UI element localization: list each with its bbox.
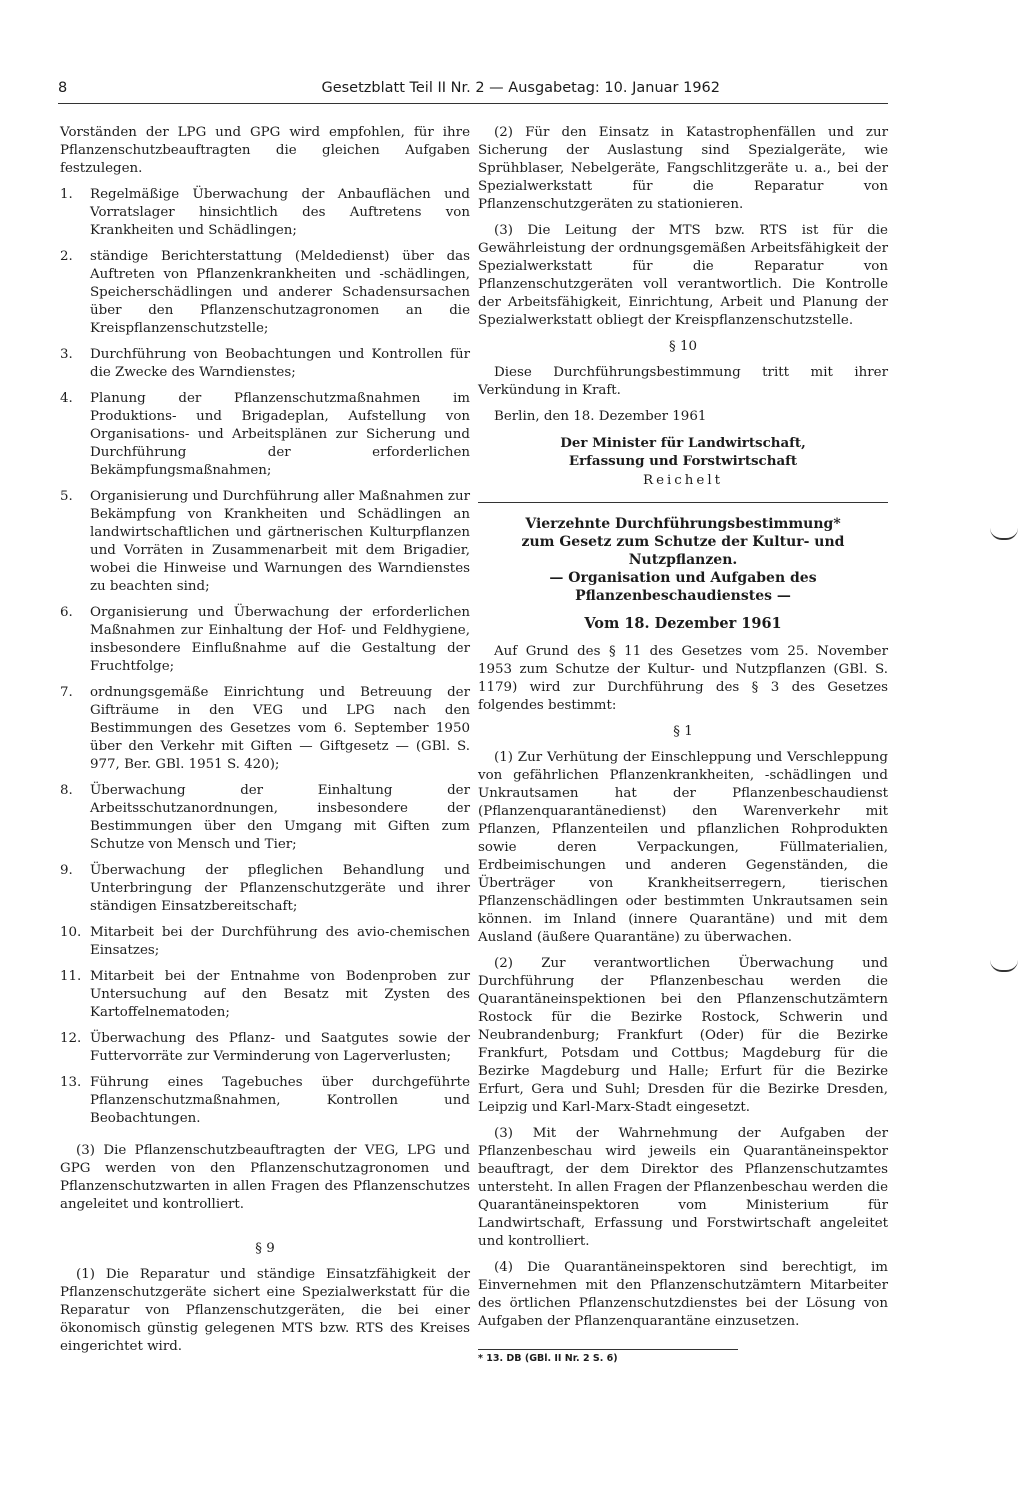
- section-10-text: Diese Durchführungsbestimmung tritt mit ihrer Verkündung in Kraft.: [478, 365, 888, 398]
- page-number: 8: [58, 80, 68, 96]
- list-item: 4. Planung der Pflanzenschutzmaßnahmen im Produktions- und Brigadeplan, Aufstellung von Organisations- und Arbeitsplänen zur Sicherung und Durchführung der erforderlichen Bekämpfungsmaßnahmen;: [60, 391, 470, 478]
- ordinance-title-line-3: — Organisation und Aufgaben des Pflanzenbeschaudienstes —: [549, 570, 817, 604]
- section-9-paragraph-3: (3) Die Leitung der MTS bzw. RTS ist für die Gewährleistung der ordnungsgemäßen Arbeitsfähigkeit der Spezialwerkstatt für die Reparatur von Pflanzenschutzgeräten voll verantwortlich. Die Kontrolle der Arbeitsfähigkeit, Einrichtung, Arbeit und Planung der Spezialwerkstatt obliegt der Kreispflanzenschutzstelle.: [478, 223, 888, 328]
- minister-name: Reichelt: [642, 473, 723, 488]
- list-item: 10. Mitarbeit bei der Durchführung des avio-chemischen Einsatzes;: [60, 925, 470, 958]
- list-item: 5. Organisierung und Durchführung aller Maßnahmen zur Bekämpfung von Krankheiten und Schädlingen an landwirtschaftlichen und gärtnerischen Kulturpflanzen und Vorräten in Zusammenarbeit mit dem Brigadier, wobei die Hinweise und Warnungen des Warndienstes zu beachten sind;: [60, 489, 470, 594]
- list-item: 12. Überwachung des Pflanz- und Saatgutes sowie der Futtervorräte zur Verminderung von Lagerverlusten;: [60, 1031, 470, 1064]
- ordinance-title-line-2: zum Gesetz zum Schutze der Kultur- und Nutzpflanzen.: [521, 534, 845, 568]
- section-9-paragraph-1: (1) Die Reparatur und ständige Einsatzfähigkeit der Pflanzenschutzgeräte sichert eine Spezialwerkstatt für die Reparatur von Pflanzenschutzgeräten, die bei einer ökonomisch günstig gelegenen MTS bzw. RTS des Kreises eingerichtet wird.: [60, 1267, 470, 1354]
- section-10-heading: § 10: [669, 339, 697, 354]
- section-1-paragraph-4: (4) Die Quarantäneinspektoren sind berechtigt, im Einvernehmen mit den Pflanzenschutzämtern Mitarbeiter des örtlichen Pflanzenschutzdienstes bei der Lösung von Aufgaben der Pflanzenquarantäne einzusetzen.: [478, 1260, 888, 1329]
- header-title: Gesetzblatt Teil II Nr. 2 — Ausgabetag: 10. Januar 1962: [321, 80, 720, 96]
- ordinance-date: Vom 18. Dezember 1961: [584, 615, 782, 632]
- left-column: [60, 124, 470, 1364]
- intro-paragraph: Vorständen der LPG und GPG wird empfohlen, für ihre Pflanzenschutzbeauftragten die gleichen Aufgaben festzulegen.: [60, 125, 470, 176]
- list-item: 8. Überwachung der Einhaltung der Arbeitsschutzanordnungen, insbesondere der Bestimmungen über den Umgang mit Giften zum Schutze von Mensch und Tier;: [60, 783, 470, 852]
- list-item: 7. ordnungsgemäße Einrichtung und Betreuung der Gifträume in den VEG und LPG nach den Bestimmungen des Gesetzes vom 6. September 1950 über den Verkehr mit Giften — Giftgesetz — (GBl. S. 977, Ber. GBl. 1951 S. 420);: [60, 685, 470, 772]
- section-1-heading: § 1: [673, 724, 693, 739]
- list-item: 3. Durchführung von Beobachtungen und Kontrollen für die Zwecke des Warndienstes;: [60, 347, 470, 380]
- section-1-paragraph-2: (2) Zur verantwortlichen Überwachung und Durchführung der Pflanzenbeschau werden die Quarantäneinspektionen bei den Pflanzenschutzämtern Rostock für die Bezirke Rostock, Schwerin und Neubrandenburg; Frankfurt (Oder) für die Bezirke Frankfurt, Potsdam und Cottbus; Magdeburg für die Bezirke Magdeburg und Halle; Erfurt für die Bezirke Erfurt, Gera und Suhl; Dresden für die Bezirke Dresden, Leipzig und Karl-Marx-Stadt eingesetzt.: [478, 956, 888, 1115]
- footnote: * 13. DB (GBl. II Nr. 2 S. 6): [478, 1349, 738, 1364]
- list-item: 13. Führung eines Tagebuches über durchgeführte Pflanzenschutzmaßnahmen, Kontrollen und Beobachtungen.: [60, 1075, 470, 1126]
- section-9-heading: § 9: [255, 1241, 275, 1256]
- header-rule: [58, 103, 888, 104]
- page-header: [58, 76, 720, 100]
- margin-mark: [990, 960, 1018, 972]
- section-1-paragraph-1: (1) Zur Verhütung der Einschleppung und Verschleppung von gefährlichen Pflanzenkrankheiten, -schädlingen und Unkrautsamen hat der Pflanzenbeschaudienst (Pflanzenquarantänedienst) den Warenverkehr mit Pflanzen, Pflanzenteilen und pflanzlichen Rohprodukten sowie deren Verpackungen, Füllmaterialien, Erdbeimischungen und anderen Gegenständen, die Überträger von Krankheitserregern, tierischen Pflanzenschädlingen oder bestimmten Unkrautsamen sein können. im Inland (innere Quarantäne) und mit dem Ausland (äußere Quarantäne) zu überwachen.: [478, 750, 888, 945]
- ordinance-title-line-1: Vierzehnte Durchführungsbestimmung*: [525, 516, 841, 532]
- section-separator: [478, 502, 888, 503]
- place-date: Berlin, den 18. Dezember 1961: [494, 409, 707, 424]
- list-item: 9. Überwachung der pfleglichen Behandlung und Unterbringung der Pflanzenschutzgeräte und ihrer ständigen Einsatzbereitschaft;: [60, 863, 470, 914]
- list-item: 2. ständige Berichterstattung (Meldedienst) über das Auftreten von Pflanzenkrankheiten und -schädlingen, Speicherschädlingen und anderer Schadensursachen über den Pflanzenschutzagronomen an die Kreispflanzenschutzstelle;: [60, 249, 470, 336]
- minister-line-2: Erfassung und Forstwirtschaft: [568, 453, 798, 469]
- preamble: Auf Grund des § 11 des Gesetzes vom 25. November 1953 zum Schutze der Kultur- und Nutzpflanzen (GBl. S. 1179) wird zur Durchführung des § 3 des Gesetzes folgendes bestimmt:: [478, 644, 888, 713]
- margin-mark: [990, 528, 1018, 540]
- list-item: 6. Organisierung und Überwachung der erforderlichen Maßnahmen zur Einhaltung der Hof- und Feldhygiene, insbesondere Einflußnahme auf die Gestaltung der Fruchtfolge;: [60, 605, 470, 674]
- section-9-paragraph-2: (2) Für den Einsatz in Katastrophenfällen und zur Sicherung der Auslastung sind Spezialgeräte, wie Sprühblaser, Nebelgeräte, Fangschlitzgeräte u. a., bei der Spezialwerkstatt für die Reparatur von Pflanzenschutzgeräten zu stationieren.: [478, 125, 888, 212]
- list-item: 1. Regelmäßige Überwachung der Anbauflächen und Vorratslager hinsichtlich des Auftretens von Krankheiten und Schädlingen;: [60, 187, 470, 238]
- ordinance-title: [478, 515, 888, 605]
- list-item: 11. Mitarbeit bei der Entnahme von Bodenproben zur Untersuchung auf den Besatz mit Zysten des Kartoffelnematoden;: [60, 969, 470, 1020]
- section-1-paragraph-3: (3) Mit der Wahrnehmung der Aufgaben der Pflanzenbeschau wird jeweils ein Quarantäneinspektor beauftragt, der dem Direktor des Pflanzenschutzamtes untersteht. In allen Fragen der Pflanzenbeschau werden die Quarantäneinspektoren vom Ministerium für Landwirtschaft, Erfassung und Forstwirtschaft angeleitet und kontrolliert.: [478, 1126, 888, 1249]
- minister-line-1: Der Minister für Landwirtschaft,: [560, 435, 806, 451]
- right-column: [478, 124, 888, 1339]
- paragraph-3-supervision: (3) Die Pflanzenschutzbeauftragten der VEG, LPG und GPG werden von den Pflanzenschutzagronomen und Pflanzenschutzwarten in allen Fragen des Pflanzenschutzes angeleitet und kontrolliert.: [60, 1143, 470, 1212]
